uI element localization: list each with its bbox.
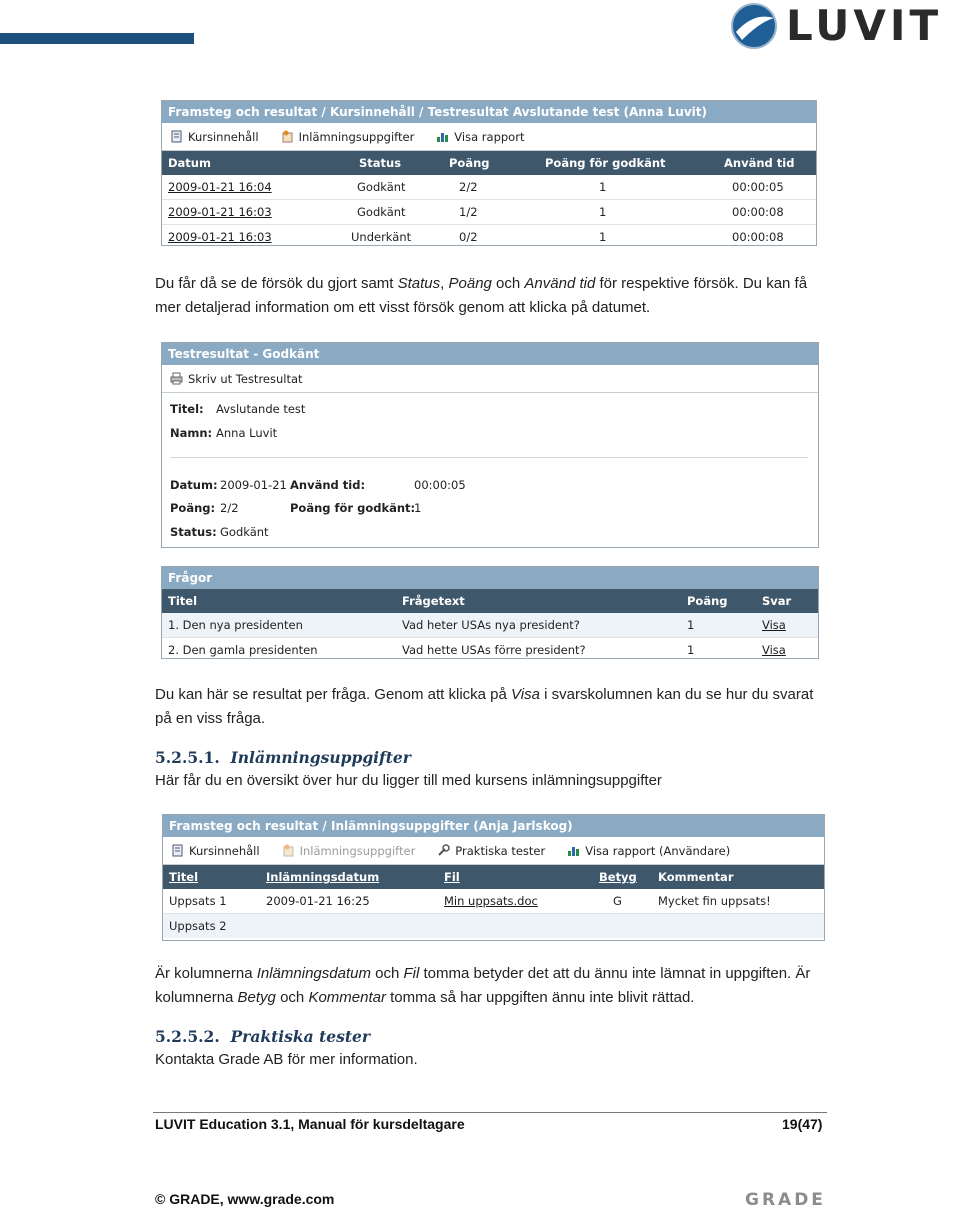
copyright: © GRADE, www.grade.com	[155, 1191, 335, 1207]
col-fil[interactable]: Fil	[444, 870, 460, 884]
col-poang: Poäng	[449, 156, 490, 170]
text-italic: Poäng	[448, 275, 492, 292]
toolbar-course-content[interactable]	[170, 130, 259, 144]
text: Är kolumnerna	[155, 965, 257, 982]
divider	[170, 457, 808, 458]
table-row	[162, 225, 816, 249]
text-italic: Använd tid	[524, 275, 596, 292]
assignments-panel	[162, 814, 825, 941]
toolbar-label: Kursinnehåll	[189, 843, 260, 858]
panel-title: Framsteg och resultat / Kursinnehåll / Testresultat Avslutande test (Anna Luvit)	[162, 101, 816, 123]
text: på en viss fråga.	[155, 710, 266, 727]
toolbar-label: Visa rapport (Användare)	[585, 843, 731, 858]
col-betyg[interactable]: Betyg	[599, 870, 637, 884]
cell-godkant: 1	[599, 180, 607, 194]
cell-kommentar: Mycket fin uppsats!	[658, 894, 771, 908]
text: tomma betyder det att du ännu inte lämnat in uppgiften. Är	[419, 965, 811, 982]
godkant-label: Poäng för godkänt:	[290, 501, 416, 515]
chart-icon	[436, 130, 449, 143]
toolbar-label: Inlämningsuppgifter	[299, 843, 416, 858]
col-status: Status	[359, 156, 402, 170]
footer-title: LUVIT Education 3.1, Manual för kursdeltagare	[155, 1116, 465, 1132]
table-header	[162, 151, 816, 175]
section-heading	[155, 748, 411, 767]
toolbar-show-report[interactable]	[436, 130, 524, 144]
section-number: 5.2.5.2.	[155, 1027, 220, 1046]
text-italic: Visa	[511, 686, 540, 703]
toolbar-label: Visa rapport	[454, 129, 525, 144]
toolbar-label: Kursinnehåll	[188, 129, 259, 144]
cell-titel: Uppsats 1	[169, 894, 227, 908]
text: Du får då se de försök du gjort samt	[155, 275, 398, 292]
toolbar-practical-tests[interactable]	[437, 844, 545, 858]
panel-title: Testresultat - Godkänt	[162, 343, 818, 365]
tools-icon	[437, 844, 450, 857]
table-row	[162, 613, 818, 638]
cell-godkant: 1	[599, 230, 607, 244]
titel-label: Titel:	[170, 402, 204, 416]
panel-title: Frågor	[162, 567, 818, 589]
header-accent-bar	[0, 33, 194, 44]
logo-text: LUVIT	[786, 1, 943, 50]
col-poang-godkant: Poäng för godkänt	[545, 156, 666, 170]
cell-status: Godkänt	[357, 180, 406, 194]
section-text: Här får du en översikt över hur du ligger till med kursens inlämningsuppgifter	[155, 772, 662, 789]
test-result-panel	[161, 342, 819, 548]
cell-godkant: 1	[599, 205, 607, 219]
col-anvand-tid: Använd tid	[724, 156, 795, 170]
status-label: Status:	[170, 525, 217, 539]
datum-value: 2009-01-21	[220, 478, 287, 492]
chart-icon	[567, 844, 580, 857]
cell-poang: 1	[687, 618, 695, 632]
print-label: Skriv ut Testresultat	[188, 371, 303, 386]
table-row	[162, 200, 816, 225]
page-number: 19(47)	[782, 1116, 823, 1132]
cell-titel: Uppsats 2	[169, 919, 227, 933]
text: och	[491, 275, 525, 292]
text: för respektive försök. Du kan få	[595, 275, 808, 292]
cell-status: Godkänt	[357, 205, 406, 219]
titel-value: Avslutande test	[216, 402, 306, 416]
datum-label: Datum:	[170, 478, 218, 492]
toolbar-course-content[interactable]	[171, 844, 260, 858]
document-icon	[170, 130, 183, 143]
section-title: Praktiska tester	[230, 1027, 371, 1046]
cell-datum: 2009-01-21 16:25	[266, 894, 370, 908]
text: kolumnerna	[155, 989, 238, 1006]
panel-toolbar	[162, 365, 818, 393]
section-number: 5.2.5.1.	[155, 748, 220, 767]
col-titel: Titel	[168, 594, 198, 608]
status-value: Godkänt	[220, 525, 269, 539]
toolbar-label: Praktiska tester	[455, 843, 546, 858]
cell-tid: 00:00:08	[732, 205, 784, 219]
assignment-icon	[282, 844, 295, 857]
table-row	[163, 914, 824, 938]
cell-titel: 2. Den gamla presidenten	[168, 643, 318, 657]
text-italic: Fil	[403, 965, 420, 982]
cell-titel: 1. Den nya presidenten	[168, 618, 303, 632]
toolbar-label: Inlämningsuppgifter	[298, 129, 415, 144]
attempt-date-link[interactable]: 2009-01-21 16:03	[168, 205, 272, 219]
poang-value: 2/2	[220, 501, 239, 515]
cell-betyg: G	[613, 894, 622, 908]
tid-label: Använd tid:	[290, 478, 366, 492]
toolbar-show-report[interactable]	[567, 844, 730, 858]
namn-value: Anna Luvit	[216, 426, 278, 440]
table-row	[163, 889, 824, 914]
panel-title: Framsteg och resultat / Inlämningsuppgifter (Anja Jarlskog)	[163, 815, 824, 837]
panel-toolbar	[162, 123, 816, 151]
col-inlamningsdatum[interactable]: Inlämningsdatum	[266, 870, 380, 884]
text: och	[275, 989, 309, 1006]
col-datum: Datum	[168, 156, 211, 170]
section-heading	[155, 1027, 370, 1046]
godkant-value: 1	[414, 501, 422, 515]
cell-fragetext: Vad hette USAs förre president?	[402, 643, 586, 657]
visa-link[interactable]: Visa	[762, 643, 786, 657]
footer-divider	[153, 1112, 827, 1113]
toolbar-assignments[interactable]	[281, 130, 415, 144]
col-kommentar: Kommentar	[658, 870, 734, 884]
paragraph-columns-empty	[155, 962, 855, 1010]
toolbar-assignments[interactable]	[282, 844, 416, 858]
section-text: Kontakta Grade AB för mer information.	[155, 1051, 418, 1068]
namn-label: Namn:	[170, 426, 213, 440]
text: ,	[440, 275, 449, 292]
cell-fragetext: Vad heter USAs nya president?	[402, 618, 580, 632]
text-italic: Inlämningsdatum	[256, 965, 371, 982]
printer-icon	[170, 372, 183, 385]
document-icon	[171, 844, 184, 857]
attempt-date-link[interactable]: 2009-01-21 16:04	[168, 180, 272, 194]
cell-status: Underkänt	[351, 230, 412, 244]
text-italic: Betyg	[237, 989, 276, 1006]
cell-tid: 00:00:08	[732, 230, 784, 244]
text: och	[370, 965, 404, 982]
file-link[interactable]: Min uppsats.doc	[444, 894, 538, 908]
assignment-icon	[281, 130, 294, 143]
table-row	[162, 638, 818, 662]
col-svar: Svar	[762, 594, 792, 608]
text-italic: Kommentar	[308, 989, 386, 1006]
cell-poang: 0/2	[459, 230, 478, 244]
tid-value: 00:00:05	[414, 478, 466, 492]
text: tomma så har uppgiften ännu inte blivit rättad.	[385, 989, 695, 1006]
globe-icon	[730, 2, 778, 50]
luvit-logo	[730, 0, 960, 52]
print-button[interactable]	[170, 372, 303, 386]
text: Du kan här se resultat per fråga. Genom att klicka på	[155, 686, 512, 703]
paragraph-per-question	[155, 683, 835, 731]
text: mer detaljerad information om ett visst försök genom att klicka på datumet.	[155, 299, 651, 316]
cell-tid: 00:00:05	[732, 180, 784, 194]
questions-panel	[161, 566, 819, 659]
col-fragetext: Frågetext	[402, 594, 465, 608]
table-header	[163, 865, 824, 889]
panel-toolbar	[163, 837, 824, 865]
section-title: Inlämningsuppgifter	[230, 748, 411, 767]
cell-poang: 1	[687, 643, 695, 657]
grade-logo: GRADE	[745, 1190, 826, 1210]
cell-poang: 2/2	[459, 180, 478, 194]
table-header	[162, 589, 818, 613]
text: i svarskolumnen kan du se hur du svarat	[539, 686, 814, 703]
poang-label: Poäng:	[170, 501, 216, 515]
text-italic: Status	[397, 275, 441, 292]
paragraph-attempts	[155, 272, 835, 320]
progress-results-panel	[161, 100, 817, 246]
cell-poang: 1/2	[459, 205, 478, 219]
visa-link[interactable]: Visa	[762, 618, 786, 632]
table-row	[162, 175, 816, 200]
col-titel[interactable]: Titel	[169, 870, 199, 884]
attempt-date-link[interactable]: 2009-01-21 16:03	[168, 230, 272, 244]
col-poang: Poäng	[687, 594, 728, 608]
